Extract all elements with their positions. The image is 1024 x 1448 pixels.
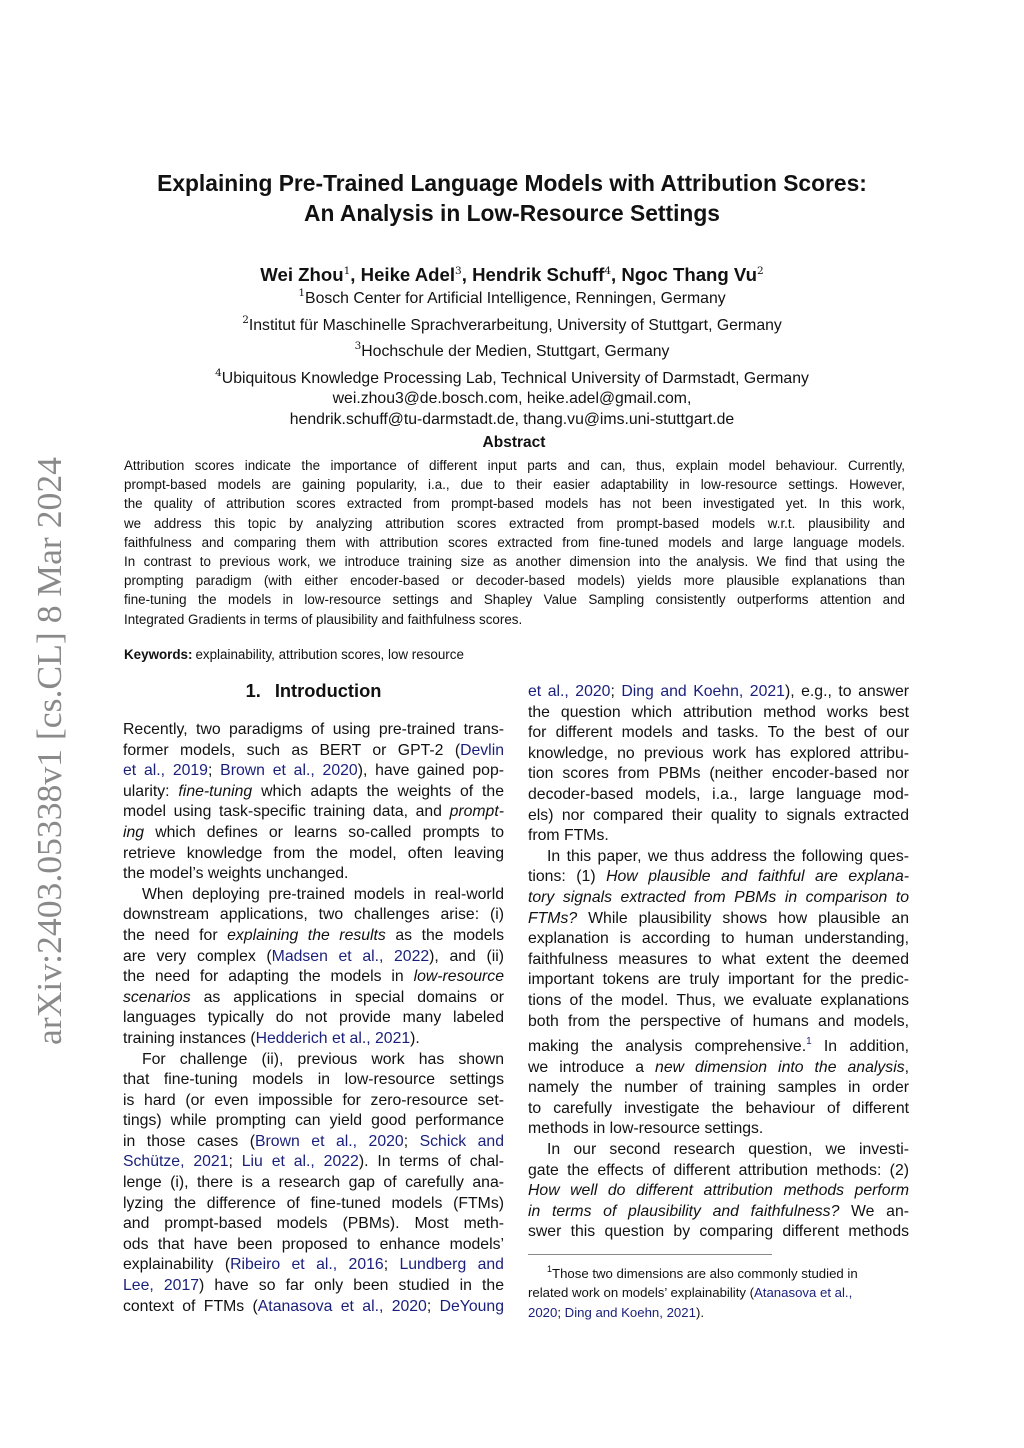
footnote-rule bbox=[528, 1254, 772, 1255]
abstract-line: Integrated Gradients in terms of plausibility and faithfulness scores. bbox=[124, 611, 523, 627]
text-run: methods in low-resource settings. bbox=[528, 1120, 764, 1138]
text-run: knowledge, no previous work has explored attribu- bbox=[528, 744, 909, 762]
text-run: to carefully investigate the behaviour of different bbox=[528, 1099, 909, 1117]
text-run: that fine-tuning models in low-resource settings bbox=[123, 1071, 504, 1089]
text-run: ), have gained pop- bbox=[357, 762, 505, 780]
text-run: In this paper, we thus address the following ques- bbox=[547, 847, 909, 865]
citation-link[interactable]: Schütze, 2021 bbox=[123, 1153, 229, 1171]
footnote-text: ). bbox=[695, 1304, 704, 1320]
text-run: faithfulness measures to what extent the deemed bbox=[528, 950, 909, 968]
citation-link[interactable]: Madsen et al., 2022 bbox=[271, 947, 430, 965]
citation-link[interactable]: Lee, 2017 bbox=[123, 1277, 200, 1295]
text-run: for different models and tasks. To the best of our bbox=[528, 724, 909, 742]
text-line bbox=[123, 1070, 504, 1091]
email-line: wei.zhou3@de.bosch.com, heike.adel@gmail.com, bbox=[332, 390, 692, 407]
arxiv-stamp bbox=[20, 455, 74, 1045]
emphasis-text: in terms of plausibility and faithfulness? bbox=[528, 1202, 840, 1220]
emphasis-text: How well do different attribution methods perform bbox=[528, 1182, 909, 1200]
abstract-heading: Abstract bbox=[482, 434, 546, 451]
author-affil-sup: 1 bbox=[343, 265, 351, 277]
section-number: 1. bbox=[245, 680, 261, 701]
text-line bbox=[123, 1173, 504, 1194]
text-run: languages typically do not provide many labeled bbox=[123, 1009, 504, 1027]
citation-link[interactable]: et al., 2020 bbox=[528, 683, 611, 700]
text-run: as the models bbox=[385, 926, 505, 944]
text-line bbox=[528, 847, 909, 868]
text-line bbox=[528, 1078, 909, 1099]
text-line bbox=[528, 1058, 909, 1079]
text-line bbox=[528, 1181, 909, 1202]
affiliation-sup: 3 bbox=[354, 340, 362, 352]
text-run: the model’s weights unchanged. bbox=[123, 865, 349, 883]
text-run: ; bbox=[610, 683, 622, 700]
emphasis-text: FTMs? bbox=[528, 909, 578, 927]
citation-link[interactable]: Schick and bbox=[419, 1132, 505, 1150]
footnote-text: Those two dimensions are also commonly studied in bbox=[552, 1266, 858, 1281]
text-run: tings) while prompting can yield good performance bbox=[123, 1112, 504, 1130]
text-line bbox=[123, 1029, 504, 1050]
abstract-line: faithfulness and comparing them with attribution scores extracted from fine-tuned models and large language models. bbox=[124, 534, 905, 550]
abstract-body bbox=[124, 456, 905, 629]
keywords bbox=[124, 645, 464, 664]
text-line bbox=[123, 1091, 504, 1112]
text-run: ), and (ii) bbox=[429, 947, 504, 965]
emphasis-text: How plausible and faithful are explana- bbox=[606, 868, 909, 886]
footnote-line bbox=[528, 1260, 909, 1283]
affiliation-sup: 4 bbox=[215, 366, 222, 379]
citation-link[interactable]: Brown et al., 2020 bbox=[220, 762, 358, 780]
abstract-line: the quality of attribution scores extracted from prompt-based models has not been investigated yet. In this work, bbox=[124, 496, 905, 512]
text-run: model using task-specific training data, and bbox=[123, 803, 450, 821]
affiliation-sup: 2 bbox=[242, 313, 249, 326]
text-run: the need for bbox=[123, 926, 228, 944]
right-column bbox=[528, 682, 909, 1243]
text-run: and prompt-based models (PBMs). Most meth- bbox=[123, 1215, 504, 1233]
text-line bbox=[123, 1008, 504, 1029]
text-line bbox=[528, 970, 909, 991]
author-affil-sup: 3 bbox=[455, 265, 462, 277]
text-line bbox=[123, 1050, 504, 1071]
text-line bbox=[123, 864, 504, 885]
text-run: important tokens are truly important for the predic- bbox=[528, 971, 909, 989]
text-line bbox=[528, 867, 909, 888]
text-run: the question which attribution method works best bbox=[528, 703, 909, 721]
text-line bbox=[528, 1161, 909, 1182]
citation-link[interactable]: Hedderich et al., 2021 bbox=[255, 1029, 411, 1047]
text-line bbox=[123, 1111, 504, 1132]
affiliations bbox=[90, 283, 934, 430]
affiliation-text: Bosch Center for Artificial Intelligence, Renningen, Germany bbox=[305, 290, 726, 307]
emphasis-text: new dimension into the analysis bbox=[655, 1058, 905, 1076]
text-run: ; bbox=[228, 1153, 242, 1171]
title-line-2: An Analysis in Low-Resource Settings bbox=[304, 200, 720, 226]
footnote-line bbox=[528, 1283, 909, 1302]
text-run: When deploying pre-trained models in real-world bbox=[142, 885, 504, 903]
text-line bbox=[528, 909, 909, 930]
emphasis-text: tory signals extracted from PBMs in comparison to bbox=[528, 888, 909, 906]
text-line bbox=[528, 723, 909, 744]
author-name: Heike Adel bbox=[360, 264, 456, 285]
keywords-text: explainability, attribution scores, low resource bbox=[195, 647, 464, 662]
text-run: we introduce a bbox=[528, 1058, 656, 1076]
text-line bbox=[123, 741, 504, 762]
text-line bbox=[528, 785, 909, 806]
text-run: ), e.g., to answer bbox=[784, 683, 909, 700]
text-run: For challenge (ii), previous work has shown bbox=[142, 1050, 504, 1068]
text-run: ods that have been proposed to enhance models’ bbox=[123, 1235, 504, 1253]
citation-link[interactable]: Atanasova et al., 2020 bbox=[257, 1297, 427, 1315]
affiliation-sup: 1 bbox=[298, 287, 306, 299]
text-line bbox=[123, 1152, 504, 1173]
citation-link[interactable]: et al., 2019 bbox=[123, 762, 208, 780]
email-line: hendrik.schuff@tu-darmstadt.de, thang.vu@ims.uni-stuttgart.de bbox=[289, 410, 735, 428]
text-line bbox=[528, 888, 909, 909]
abstract-line: Attribution scores indicate the importance of different input parts and can, thus, explain model behaviour. Currently, bbox=[124, 458, 905, 473]
keywords-label: Keywords: bbox=[124, 647, 193, 662]
text-run: context of FTMs ( bbox=[123, 1297, 258, 1315]
text-line bbox=[123, 1194, 504, 1215]
text-run: We an- bbox=[839, 1202, 909, 1220]
text-run: ). In terms of chal- bbox=[358, 1153, 505, 1171]
text-line bbox=[528, 764, 909, 785]
citation-link[interactable]: Ding and Koehn, 2021 bbox=[564, 1304, 696, 1320]
text-line bbox=[528, 1140, 909, 1161]
emphasis-text: low-resource bbox=[413, 968, 504, 986]
text-run: is hard (or even impossible for zero-resource set- bbox=[123, 1091, 504, 1109]
text-line bbox=[123, 1276, 504, 1297]
text-run: the need for adapting the models in bbox=[123, 968, 414, 986]
text-run: ). bbox=[410, 1029, 420, 1047]
text-line bbox=[528, 826, 909, 847]
abstract-line: prompting paradigm (with either encoder-based or decoder-based models) yields more plausible explanations than bbox=[124, 573, 905, 589]
footnote-text: ; bbox=[557, 1304, 565, 1320]
text-run: downstream applications, two challenges arise: (i) bbox=[123, 906, 504, 924]
author-affil-sup: 4 bbox=[604, 265, 611, 277]
author-affil-sup: 2 bbox=[757, 265, 764, 277]
text-line bbox=[123, 947, 504, 968]
text-line bbox=[528, 1032, 909, 1058]
footnote-number: 1 bbox=[547, 1264, 553, 1274]
arxiv-stamp-text: arXiv:2403.05338v1 [cs.CL] 8 Mar 2024 bbox=[30, 467, 69, 1045]
footnote-line bbox=[528, 1303, 909, 1322]
left-column bbox=[123, 720, 504, 1317]
text-run: former models, such as BERT or GPT-2 ( bbox=[123, 741, 461, 759]
affiliation-text: Ubiquitous Knowledge Processing Lab, Technical University of Darmstadt, Germany bbox=[221, 369, 809, 387]
text-line bbox=[123, 905, 504, 926]
text-run: In our second research question, we investi- bbox=[547, 1141, 909, 1159]
text-line bbox=[528, 682, 909, 703]
text-run: tions of the model. Thus, we evaluate explanations bbox=[528, 991, 909, 1009]
text-line bbox=[528, 1099, 909, 1120]
text-line bbox=[123, 844, 504, 865]
abstract-line: In contrast to previous work, we introduce training size as another dimension into the analysis. We find that using the bbox=[124, 554, 905, 570]
text-run: ) have so far only been studied in the bbox=[199, 1277, 505, 1295]
author-name: Ngoc Thang Vu bbox=[621, 264, 758, 285]
text-line bbox=[123, 782, 504, 803]
emphasis-text: explaining the results bbox=[227, 926, 386, 944]
text-run: , bbox=[904, 1058, 909, 1076]
paper-title bbox=[90, 168, 934, 228]
title-line-1: Explaining Pre-Trained Language Models with Attribution Scores: bbox=[157, 170, 867, 196]
text-run: In addition, bbox=[811, 1038, 909, 1056]
text-run: While plausibility shows how plausible an bbox=[577, 909, 909, 927]
affiliation bbox=[90, 310, 934, 337]
citation-link[interactable]: Atanasova et al., bbox=[754, 1285, 853, 1301]
text-run: which defines or learns so-called prompts to bbox=[144, 823, 504, 841]
affiliation-text: Hochschule der Medien, Stuttgart, Germany bbox=[361, 343, 670, 360]
text-line bbox=[528, 744, 909, 765]
text-line bbox=[123, 885, 504, 906]
text-line bbox=[528, 703, 909, 724]
text-run: lyzing the difference of fine-tuned models (FTMs) bbox=[123, 1194, 504, 1212]
text-run: from FTMs. bbox=[528, 827, 609, 845]
affiliation-text: Institut für Maschinelle Sprachverarbeitung, University of Stuttgart, Germany bbox=[248, 316, 782, 334]
abstract-line: fine-tuning the models in low-resource settings and Shapley Value Sampling consistently outperforms attention and bbox=[124, 592, 905, 608]
footnote-text: related work on models’ explainability ( bbox=[528, 1285, 755, 1301]
text-line bbox=[123, 720, 504, 741]
emphasis-text: fine-tuning bbox=[178, 782, 253, 800]
affiliation bbox=[90, 336, 934, 363]
section-heading bbox=[123, 679, 504, 703]
affiliation bbox=[90, 363, 934, 390]
section-title: Introduction bbox=[274, 680, 382, 701]
citation-link[interactable]: Brown et al., 2020 bbox=[255, 1132, 404, 1150]
text-line bbox=[123, 1235, 504, 1256]
emphasis-text: scenarios bbox=[123, 988, 191, 1006]
footnote-ref[interactable]: 1 bbox=[806, 1036, 812, 1048]
text-line bbox=[528, 991, 909, 1012]
text-line bbox=[123, 823, 504, 844]
text-run: as applications in special domains or bbox=[190, 988, 504, 1006]
footnote bbox=[528, 1260, 909, 1322]
text-run: retrieve knowledge from the model, often leaving bbox=[123, 844, 504, 862]
text-run: swer this question by comparing different methods bbox=[528, 1223, 909, 1241]
text-run: ; bbox=[207, 762, 221, 780]
text-line bbox=[123, 1214, 504, 1235]
author-name: Hendrik Schuff bbox=[472, 264, 605, 285]
abstract-line: prompt-based models are gaining popularity, i.a., due to their easier adaptability in low-resource settings. However, bbox=[124, 477, 905, 493]
text-run: ; bbox=[426, 1297, 440, 1315]
text-run: which adapts the weights of the bbox=[252, 782, 504, 800]
text-run: making the analysis comprehensive. bbox=[528, 1038, 807, 1056]
citation-link[interactable]: Ribeiro et al., 2016 bbox=[230, 1256, 384, 1274]
author-list: Wei Zhou$^1$, Heike Adel$^3$, Hendrik Schuff$^4$, Ngoc Thang Vu$^2$ bbox=[260, 264, 764, 285]
citation-link[interactable]: Devlin bbox=[460, 741, 504, 759]
text-line bbox=[123, 926, 504, 947]
text-line bbox=[123, 761, 504, 782]
text-run: tion scores from PBMs (neither encoder-based nor bbox=[528, 765, 909, 783]
emphasis-text: prompt- bbox=[449, 803, 504, 821]
text-line bbox=[123, 1132, 504, 1153]
text-line bbox=[528, 1012, 909, 1033]
text-run: training instances ( bbox=[123, 1029, 256, 1047]
text-line bbox=[528, 950, 909, 971]
citation-link[interactable]: 2020 bbox=[528, 1304, 558, 1320]
citation-link[interactable]: Lundberg and bbox=[399, 1256, 504, 1274]
text-line bbox=[123, 988, 504, 1009]
text-run: both from the perspective of humans and models, bbox=[528, 1012, 909, 1030]
text-run: ; bbox=[383, 1256, 400, 1274]
text-line bbox=[123, 802, 504, 823]
text-line bbox=[528, 929, 909, 950]
text-run: namely the number of training samples in order bbox=[528, 1079, 909, 1097]
text-line bbox=[123, 1297, 504, 1318]
text-run: tions: (1) bbox=[528, 868, 607, 886]
text-run: gate the effects of different attribution methods: (2) bbox=[528, 1161, 909, 1179]
author-name: Wei Zhou bbox=[260, 264, 344, 285]
text-run: els) nor compared their quality to signals extracted bbox=[528, 806, 909, 824]
citation-link[interactable]: Ding and Koehn, 2021 bbox=[621, 683, 785, 700]
text-run: decoder-based models, i.a., large language mod- bbox=[528, 785, 909, 803]
text-line bbox=[528, 1222, 909, 1243]
text-run: ularity: bbox=[123, 782, 179, 800]
text-line bbox=[528, 1202, 909, 1223]
text-line bbox=[123, 967, 504, 988]
abstract-line: we address this topic by analyzing attribution scores extracted from prompt-based models w.r.t. plausibility and bbox=[124, 515, 905, 531]
emphasis-text: ing bbox=[123, 823, 145, 841]
text-run: explainability ( bbox=[123, 1256, 231, 1274]
text-run: explanation is according to human understanding, bbox=[528, 930, 909, 948]
text-run: are very complex ( bbox=[123, 947, 272, 965]
text-line bbox=[528, 806, 909, 827]
citation-link[interactable]: DeYoung bbox=[439, 1297, 504, 1315]
text-line bbox=[528, 1119, 909, 1140]
text-line bbox=[123, 1255, 504, 1276]
text-run: in those cases ( bbox=[123, 1132, 255, 1150]
text-run: Recently, two paradigms of using pre-trained trans- bbox=[123, 721, 504, 738]
text-run: lenge (i), there is a research gap of carefully ana- bbox=[123, 1174, 504, 1192]
text-run: ; bbox=[403, 1132, 420, 1150]
affiliation bbox=[90, 283, 934, 310]
citation-link[interactable]: Liu et al., 2022 bbox=[241, 1153, 359, 1171]
